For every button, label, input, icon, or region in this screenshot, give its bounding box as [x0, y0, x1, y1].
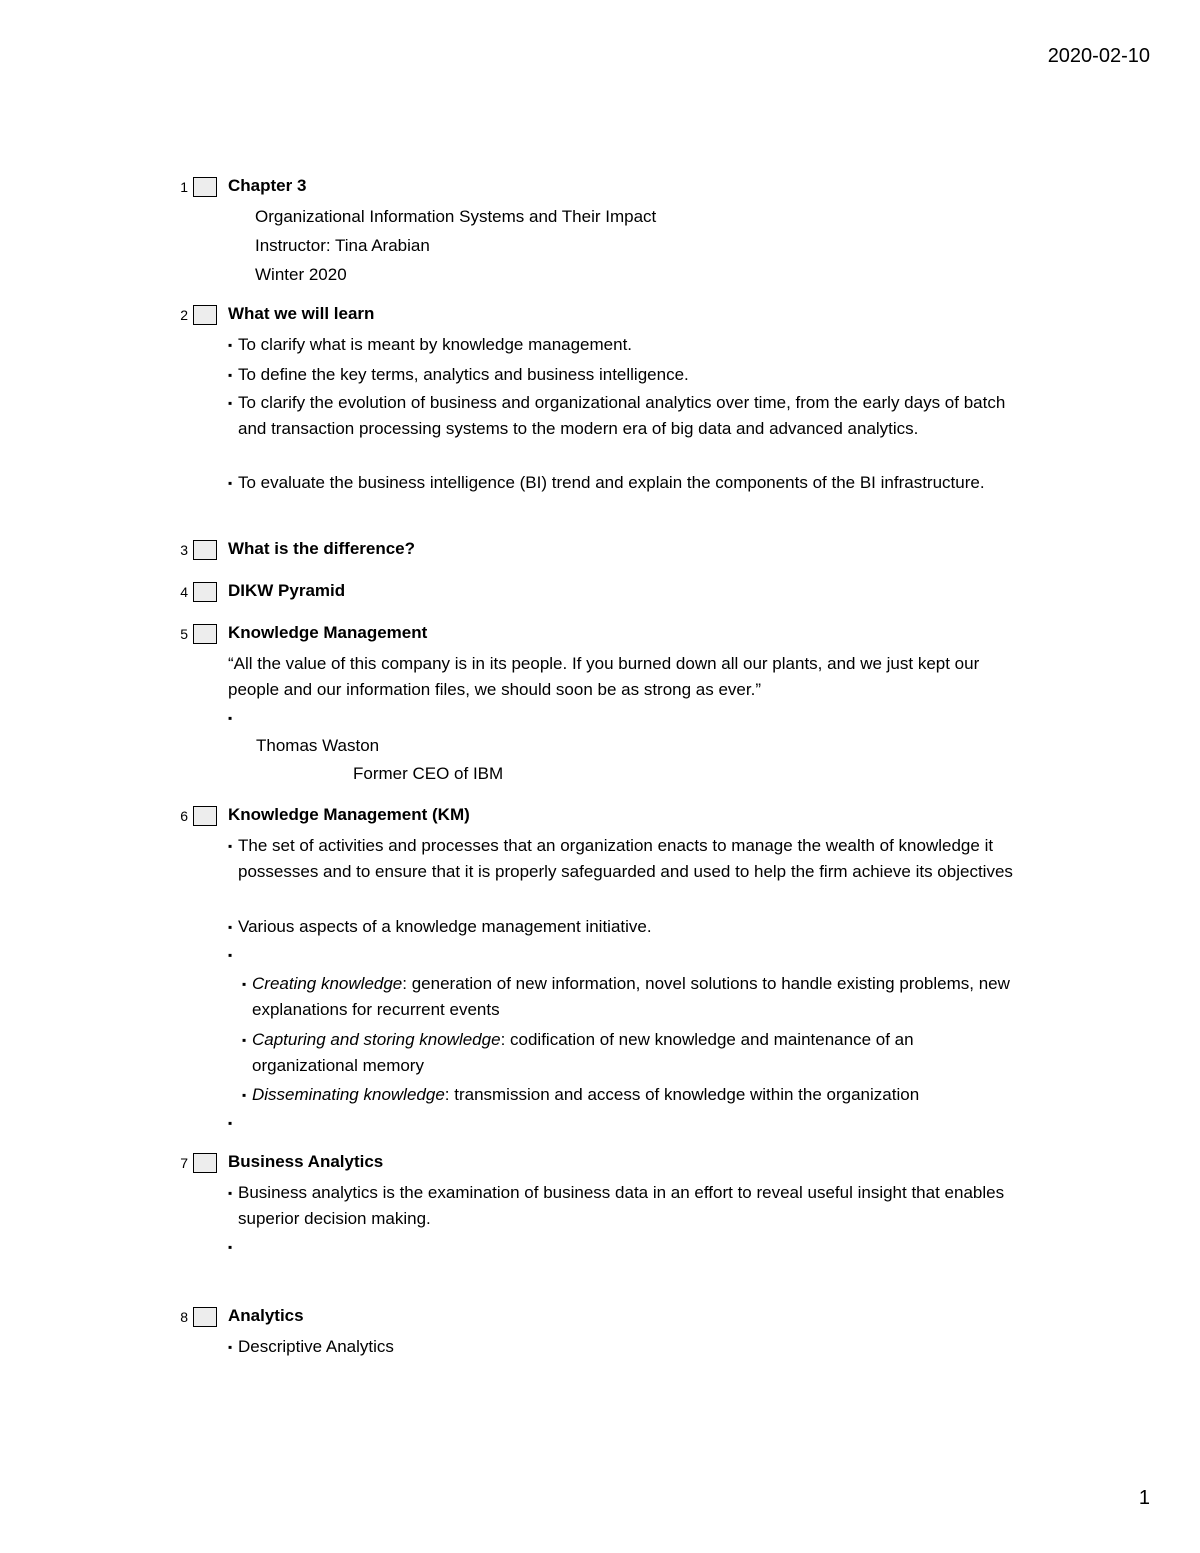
slide-thumbnail[interactable]: [193, 540, 217, 560]
slide-title: Knowledge Management (KM): [228, 805, 470, 824]
slide-thumbnail[interactable]: [193, 177, 217, 197]
bullet-item: ▪ Business analytics is the examination of business data in an effort to reveal useful insight that enables superior decision making.: [228, 1180, 1018, 1232]
bullet-mark: ▪: [228, 368, 233, 382]
bullet-item: ▪ The set of activities and processes that an organization enacts to manage the wealth of knowledge it possesses and to ensure that it is properly safeguarded and used to help the firm achieve its objectives: [228, 833, 1018, 885]
slide-title: What we will learn: [228, 304, 375, 323]
slide-number: 6: [180, 808, 188, 824]
bullet-mark: ▪: [228, 1186, 233, 1200]
slide-thumbnail[interactable]: [193, 582, 217, 602]
sub-bullet-item: ▪ Creating knowledge: generation of new information, novel solutions to handle existing problems, new explanations for recurrent events: [242, 971, 1017, 1023]
slide-1-line: Organizational Information Systems and Their Impact: [255, 207, 657, 226]
bullet-mark: ▪: [228, 839, 233, 853]
quote-author: Thomas Waston: [256, 736, 380, 755]
bullet-mark: ▪: [228, 920, 233, 934]
slide-1-line: Instructor: Tina Arabian: [255, 236, 430, 255]
slide-title: What is the difference?: [228, 539, 416, 558]
slide-title: Chapter 3: [228, 176, 307, 195]
bullet-item: ▪ To clarify what is meant by knowledge management.: [228, 332, 1028, 358]
bullet-item: ▪ Descriptive Analytics: [228, 1334, 1018, 1360]
bullet-mark: ▪: [242, 977, 247, 991]
bullet-mark: ▪: [242, 1033, 247, 1047]
slide-title: Knowledge Management: [228, 623, 428, 642]
quote-text: “All the value of this company is in its people. If you burned down all our plants, and we just kept our people and our information files, we should soon be as strong as ever.”: [228, 654, 980, 699]
slide-number: 4: [180, 584, 188, 600]
bullet-item: ▪ To clarify the evolution of business and organizational analytics over time, from the early days of batch and transaction processing systems to the modern era of big data and advanced analytics.: [228, 390, 1008, 442]
slide-number: 3: [180, 542, 188, 558]
slide-number: 5: [180, 626, 188, 642]
slide-number: 2: [180, 307, 188, 323]
bullet-mark: ▪: [228, 1240, 233, 1254]
bullet-item: ▪ To define the key terms, analytics and business intelligence.: [228, 362, 1028, 388]
bullet-mark: ▪: [228, 396, 233, 410]
slide-thumbnail[interactable]: [193, 806, 217, 826]
slide-thumbnail[interactable]: [193, 1153, 217, 1173]
slide-title: DIKW Pyramid: [228, 581, 346, 600]
sub-bullet-item: ▪ Disseminating knowledge: transmission and access of knowledge within the organization: [242, 1082, 1042, 1108]
header-date: 2020-02-10: [1047, 45, 1150, 67]
bullet-mark: ▪: [228, 948, 233, 962]
slide-number: 7: [180, 1155, 188, 1171]
slide-title: Analytics: [228, 1306, 304, 1325]
bullet-item: ▪ To evaluate the business intelligence (BI) trend and explain the components of the BI infrastructure.: [228, 470, 1008, 496]
slide-number: 1: [180, 179, 188, 195]
bullet-mark: ▪: [228, 476, 233, 490]
slide-thumbnail[interactable]: [193, 624, 217, 644]
bullet-item: ▪ Various aspects of a knowledge management initiative.: [228, 914, 1018, 940]
slide-number: 8: [180, 1309, 188, 1325]
bullet-mark: ▪: [228, 1340, 233, 1354]
sub-bullet-item: ▪ Capturing and storing knowledge: codification of new knowledge and maintenance of an organizational memory: [242, 1027, 1017, 1079]
bullet-mark: ▪: [228, 711, 233, 725]
slide-1-line: Winter 2020: [255, 265, 347, 284]
bullet-mark: ▪: [228, 1116, 233, 1130]
bullet-mark: ▪: [242, 1088, 247, 1102]
slide-title: Business Analytics: [228, 1152, 384, 1171]
slide-thumbnail[interactable]: [193, 1307, 217, 1327]
bullet-mark: ▪: [228, 338, 233, 352]
quote-author-title: Former CEO of IBM: [353, 764, 504, 783]
slide-thumbnail[interactable]: [193, 305, 217, 325]
page-number: 1: [1138, 1487, 1150, 1509]
